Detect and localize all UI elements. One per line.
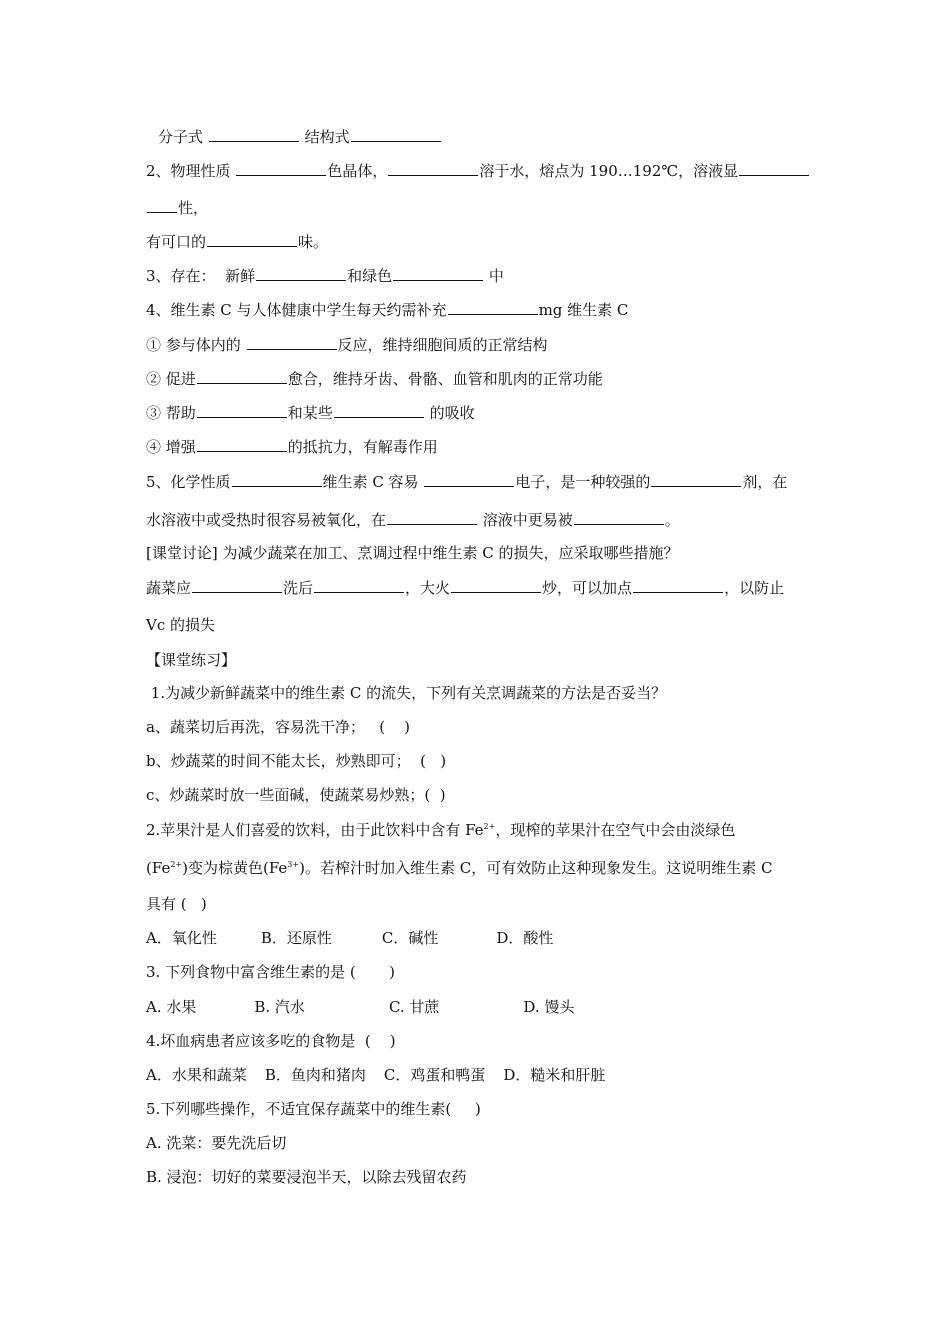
chemical-property-line: 5、化学性质 维生素 C 容易 电子，是一种较强的 剂，在 [146,473,788,491]
practice-heading: 【课堂练习】 [146,651,237,669]
blank [209,127,299,142]
function-item-4: ④ 增强 的抵抗力，有解毒作用 [146,438,438,456]
discussion-question: [课堂讨论] 为减少蔬菜在加工、烹调过程中维生素 C 的损失，应采取哪些措施？ [146,544,679,562]
blank [236,161,326,176]
question-1-option-c: c、炒蔬菜时放一些面碱，使蔬菜易炒熟；( ) [146,786,446,804]
function-item-3: ③ 帮助 和某些 的吸收 [146,404,475,422]
function-item-2: ② 促进 愈合，维持牙齿、骨骼、血管和肌肉的正常功能 [146,370,603,388]
blank [232,472,322,487]
question-4: 4.坏血病患者应该多吃的食物是 ( ) [146,1032,396,1050]
physical-property-line-2: 性， [146,198,810,218]
blank [387,510,477,525]
blank [147,198,177,213]
question-3-options: A. 水果 B. 汽水 C. 甘蔗 D. 馒头 [146,998,575,1016]
blank [351,127,441,142]
blank [424,472,514,487]
discussion-answer-line-2: Vc 的损失 [146,616,216,634]
chemical-property-line-2: 水溶液中或受热时很容易被氧化，在 溶液中更易被 。 [146,511,680,529]
blank [247,335,337,350]
question-2-line-1: 2.苹果汁是人们喜爱的饮料，由于此饮料中含有 $Fe^{2+}$，现榨的苹果汁在空气中会由淡绿色 [146,821,736,839]
blank [207,232,297,247]
blank [192,578,282,593]
blank [314,578,404,593]
superscript: 2+ [170,860,183,869]
question-5: 5.下列哪些操作，不适宜保存蔬菜中的维生素( ) [146,1100,481,1118]
question-2-line-3: 具有 ( ) [146,895,207,913]
blank [334,403,424,418]
taste-line: 有可口的 味。 [146,233,329,251]
blank [448,300,538,315]
question-1-option-b: b、炒蔬菜的时间不能太长，炒熟即可； ( ) [146,752,447,770]
blank [388,161,478,176]
blank [574,510,664,525]
blank [197,369,287,384]
blank [633,578,723,593]
question-1-option-a: a、蔬菜切后再洗，容易洗干净； ( ) [146,718,411,736]
blank [197,403,287,418]
existence-line: 3、存在： 新鲜 和绿色 中 [146,267,504,285]
physical-property-line: 2、物理性质 色晶体， 溶于水，熔点为 190…192℃，溶液显 [146,161,810,181]
discussion-answer-line: 蔬菜应 洗后 ，大火 炒，可以加点 ，以防止 [146,579,785,597]
health-line: 4、维生素 C 与人体健康中学生每天约需补充 mg 维生素 C [146,301,629,319]
question-1: 1.为减少新鲜蔬菜中的维生素 C 的流失，下列有关烹调蔬菜的方法是否妥当？ [150,684,667,702]
question-2-options: A．氧化性 B．还原性 C．碱性 D．酸性 [146,929,554,947]
question-2-line-2: $(Fe^{2+})$变为棕黄色$(Fe^{3+})$。若榨汁时加入维生素 C，可有效防止这种现象发生。这说明维生素 C [146,859,773,877]
blank [451,578,541,593]
blank [197,437,287,452]
question-3: 3. 下列食物中富含维生素的是 ( ) [146,963,395,981]
blank [256,266,346,281]
molecular-formula-line: 分子式 结构式 [158,127,822,147]
superscript: 2+ [483,822,496,831]
question-4-options: A．水果和蔬菜 B．鱼肉和猪肉 C．鸡蛋和鸭蛋 D．糙米和肝脏 [146,1066,606,1084]
superscript: 3+ [287,860,300,869]
function-item-1: ① 参与体内的 反应，维持细胞间质的正常结构 [146,336,548,354]
blank [393,266,483,281]
question-5-option-a: A. 洗菜：要先洗后切 [146,1134,287,1152]
blank [651,472,741,487]
question-5-option-b: B. 浸泡：切好的菜要浸泡半天，以除去残留农药 [146,1168,467,1186]
blank [739,161,809,176]
